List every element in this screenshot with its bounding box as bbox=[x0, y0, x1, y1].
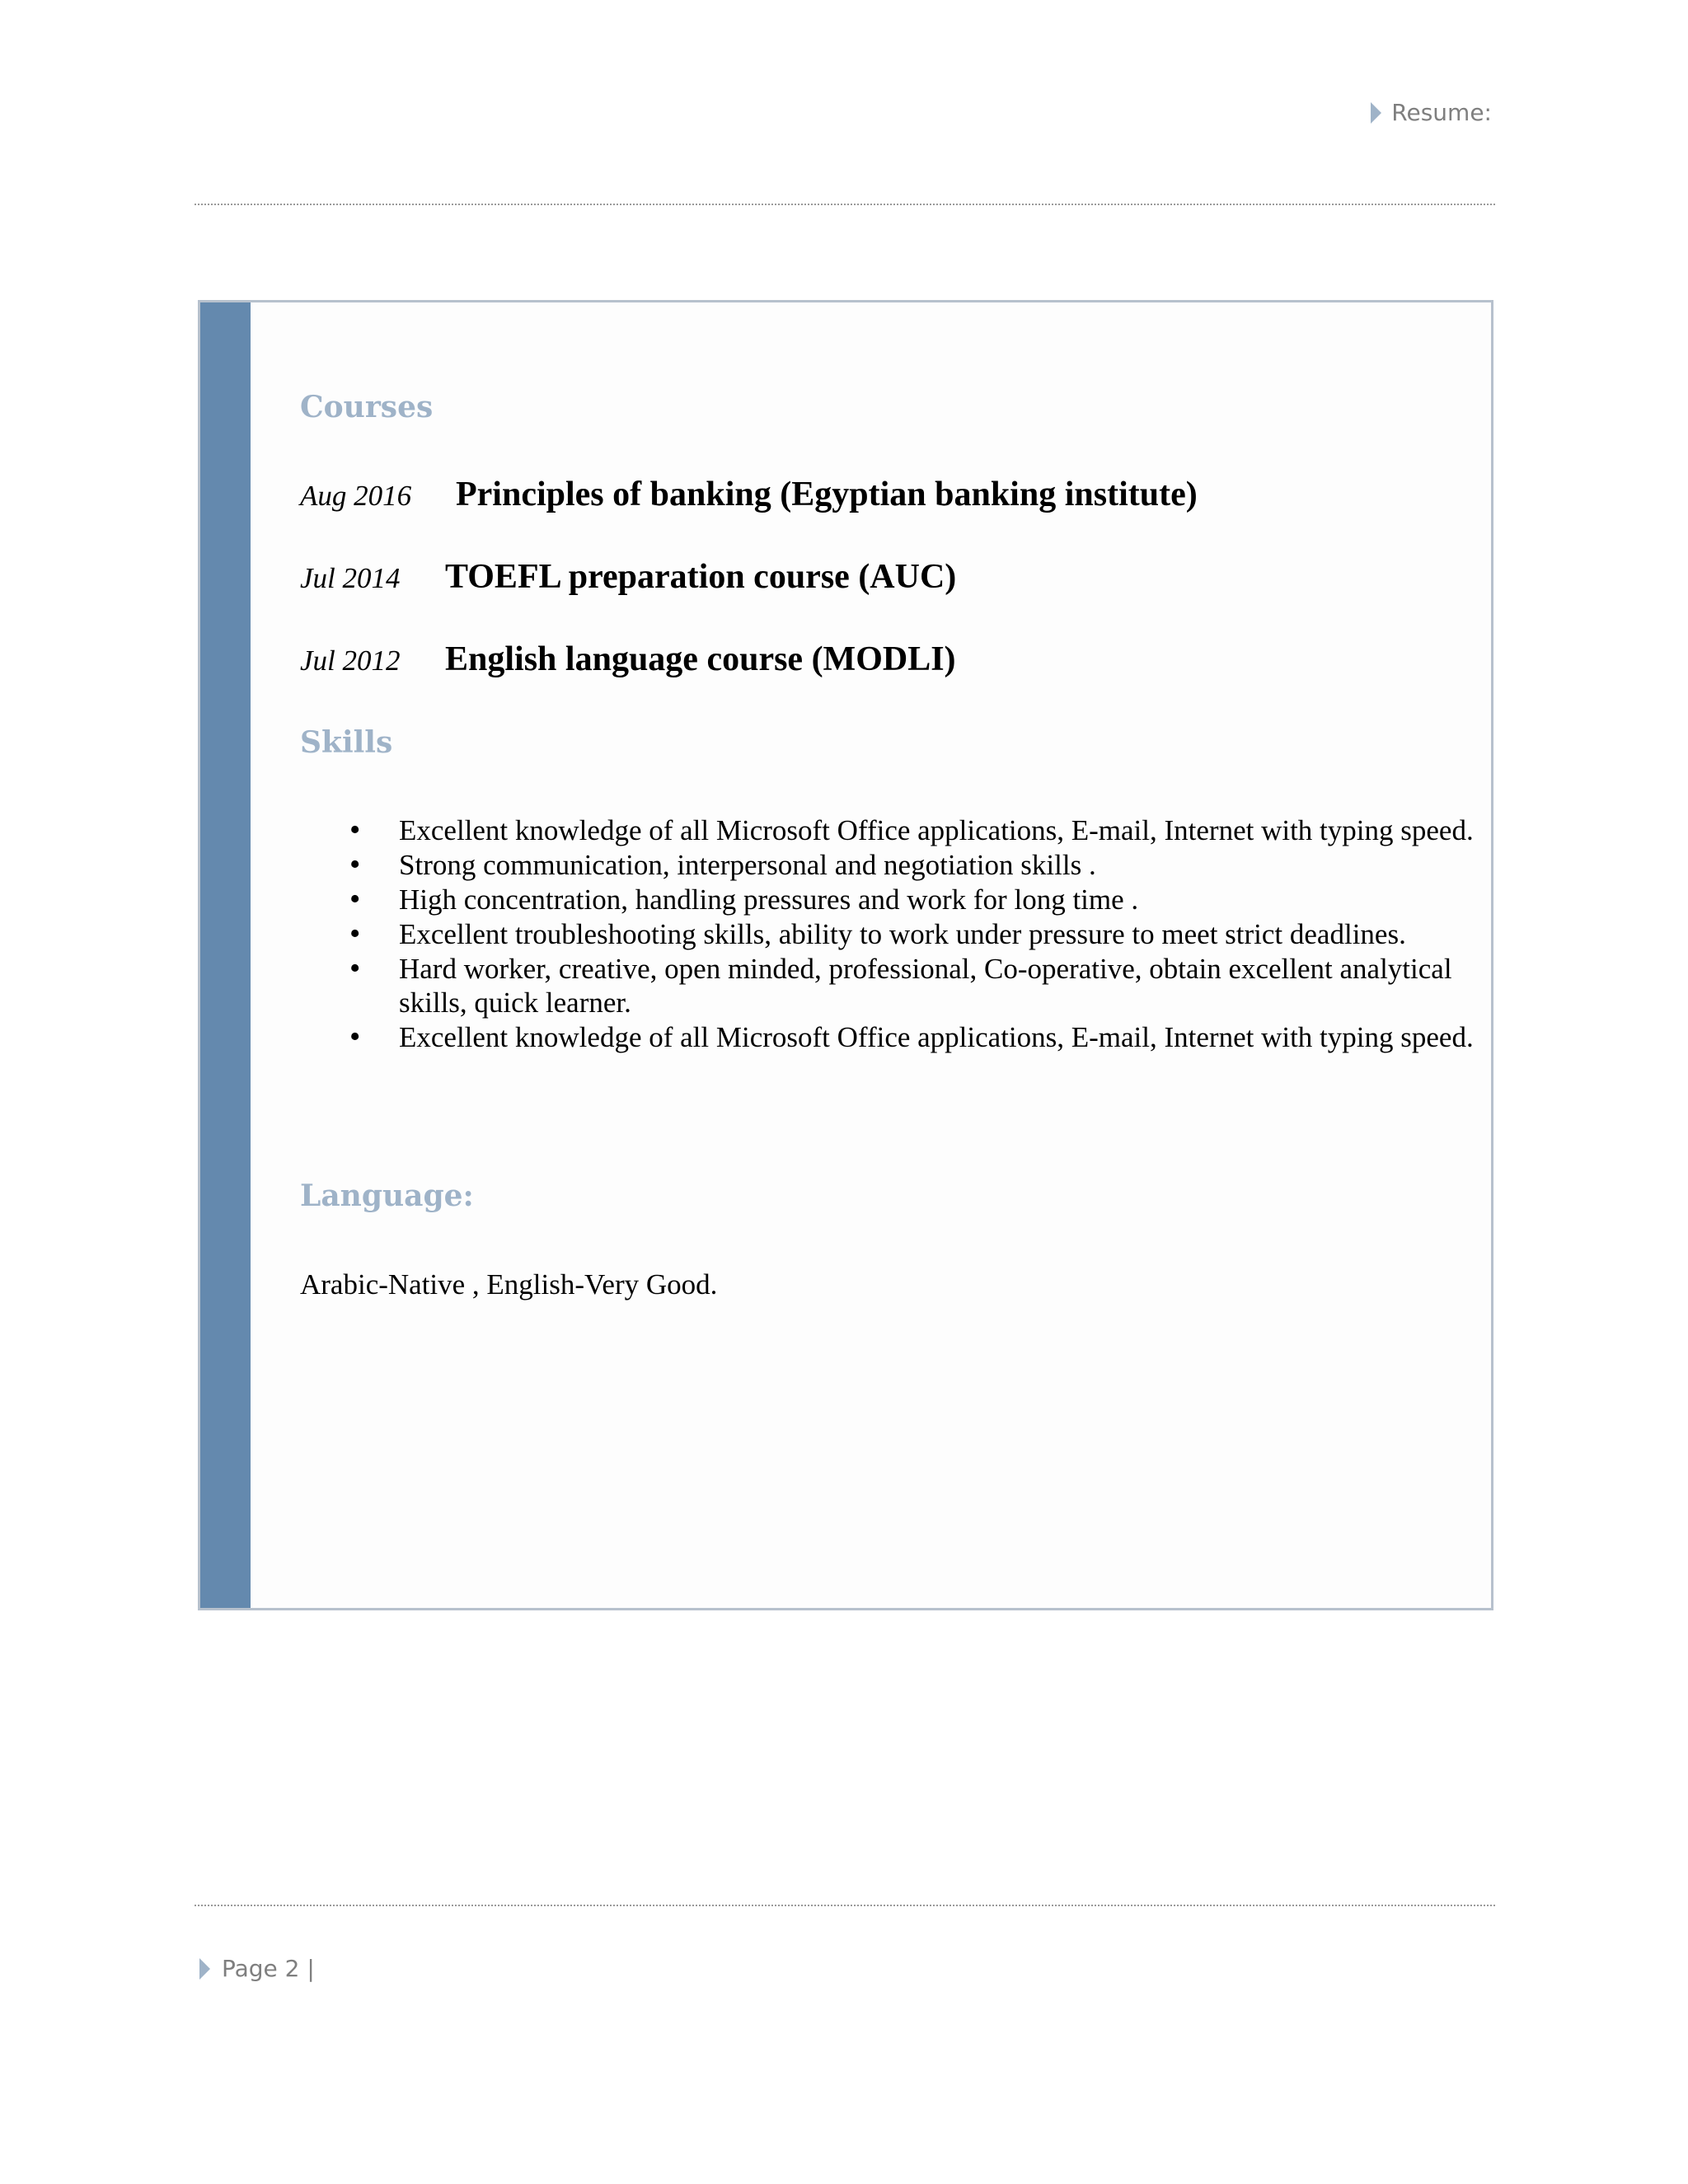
list-item: • Strong communication, interpersonal and negotiation skills . bbox=[399, 848, 1520, 882]
course-item bbox=[300, 475, 1198, 514]
course-title: English language course (MODLI) bbox=[445, 640, 956, 678]
courses-heading: Courses bbox=[300, 390, 434, 424]
triangle-bullet-icon bbox=[1371, 102, 1381, 124]
language-heading: Language: bbox=[300, 1179, 474, 1213]
page-number: Page 2 | bbox=[222, 1955, 315, 1982]
list-item: • Excellent knowledge of all Microsoft Office applications, E-mail, Internet with typing speed. bbox=[399, 1020, 1520, 1054]
language-text: Arabic-Native , English-Very Good. bbox=[300, 1268, 718, 1301]
list-item: • Excellent troubleshooting skills, ability to work under pressure to meet strict deadlines. bbox=[399, 917, 1520, 951]
page-footer bbox=[199, 1955, 315, 1982]
course-date: Jul 2012 bbox=[300, 644, 401, 677]
course-title: Principles of banking (Egyptian banking institute) bbox=[456, 476, 1198, 513]
sidebar-accent-bar bbox=[200, 302, 251, 1608]
header-divider bbox=[195, 204, 1495, 205]
course-title: TOEFL preparation course (AUC) bbox=[445, 558, 957, 596]
course-item bbox=[300, 640, 956, 679]
list-item: • Hard worker, creative, open minded, professional, Co-operative, obtain excellent analytical skills, quick learner. bbox=[399, 952, 1520, 1019]
header-text: Resume: bbox=[1391, 99, 1492, 126]
course-date: Aug 2016 bbox=[300, 480, 412, 512]
course-item bbox=[300, 557, 956, 597]
footer-divider bbox=[195, 1905, 1495, 1906]
course-date: Jul 2014 bbox=[300, 562, 401, 594]
triangle-bullet-icon bbox=[199, 1958, 210, 1980]
skills-heading: Skills bbox=[300, 725, 393, 760]
list-item: • Excellent knowledge of all Microsoft Office applications, E-mail, Internet with typing speed. bbox=[399, 813, 1520, 847]
skills-list bbox=[300, 813, 1520, 1055]
page-header bbox=[1371, 99, 1492, 126]
content-frame bbox=[198, 300, 1493, 1610]
list-item: • High concentration, handling pressures and work for long time . bbox=[399, 883, 1520, 916]
